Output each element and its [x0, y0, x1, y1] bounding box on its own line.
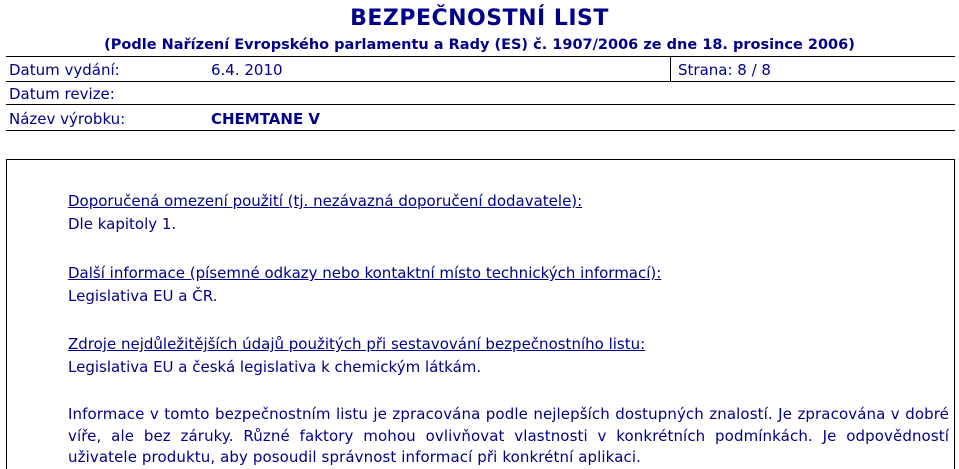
header-divider-page [670, 56, 671, 81]
section-heading-further-info: Další informace (písemné odkazy nebo kontaktní místo technických informací): [68, 264, 662, 282]
document-subtitle: (Podle Nařízení Evropského parlamentu a Rady (ES) č. 1907/2006 ze dne 18. prosince 2006) [104, 37, 855, 53]
header-rule-bottom [6, 130, 955, 131]
header-rule-top [6, 56, 955, 57]
section-heading-restrictions: Doporučená omezení použití (tj. nezávazná doporučení dodavatele): [68, 192, 583, 210]
revision-date-label: Datum revize: [9, 85, 115, 103]
section-text-further-info: Legislativa EU a ČR. [68, 287, 218, 305]
section-text-restrictions: Dle kapitoly 1. [68, 215, 177, 233]
issue-date-value: 6.4. 2010 [211, 61, 283, 79]
page-number: Strana: 8 / 8 [678, 61, 771, 79]
issue-date-label: Datum vydání: [9, 61, 120, 79]
header-rule-row2 [6, 104, 955, 105]
section-text-sources: Legislativa EU a česká legislativa k chemickým látkám. [68, 358, 482, 376]
header-rule-row1 [6, 81, 955, 82]
closing-paragraph: Informace v tomto bezpečnostním listu je zpracována podle nejlepších dostupných znalostí. Je zpracována v dobré víře, ale bez záruky. Různé faktory mohou ovlivňovat vlastnosti v konkrétních podmínkách. Je odpovědností uživatele produktu, aby posoudil správnost informací při konkrétní aplikaci. [68, 405, 949, 466]
document-title: BEZPEČNOSTNÍ LIST [350, 6, 609, 31]
product-name-value: CHEMTANE V [211, 110, 321, 128]
section-heading-sources: Zdroje nejdůležitějších údajů použitých při sestavování bezpečnostního listu: [68, 335, 646, 353]
product-name-label: Název výrobku: [9, 110, 126, 128]
